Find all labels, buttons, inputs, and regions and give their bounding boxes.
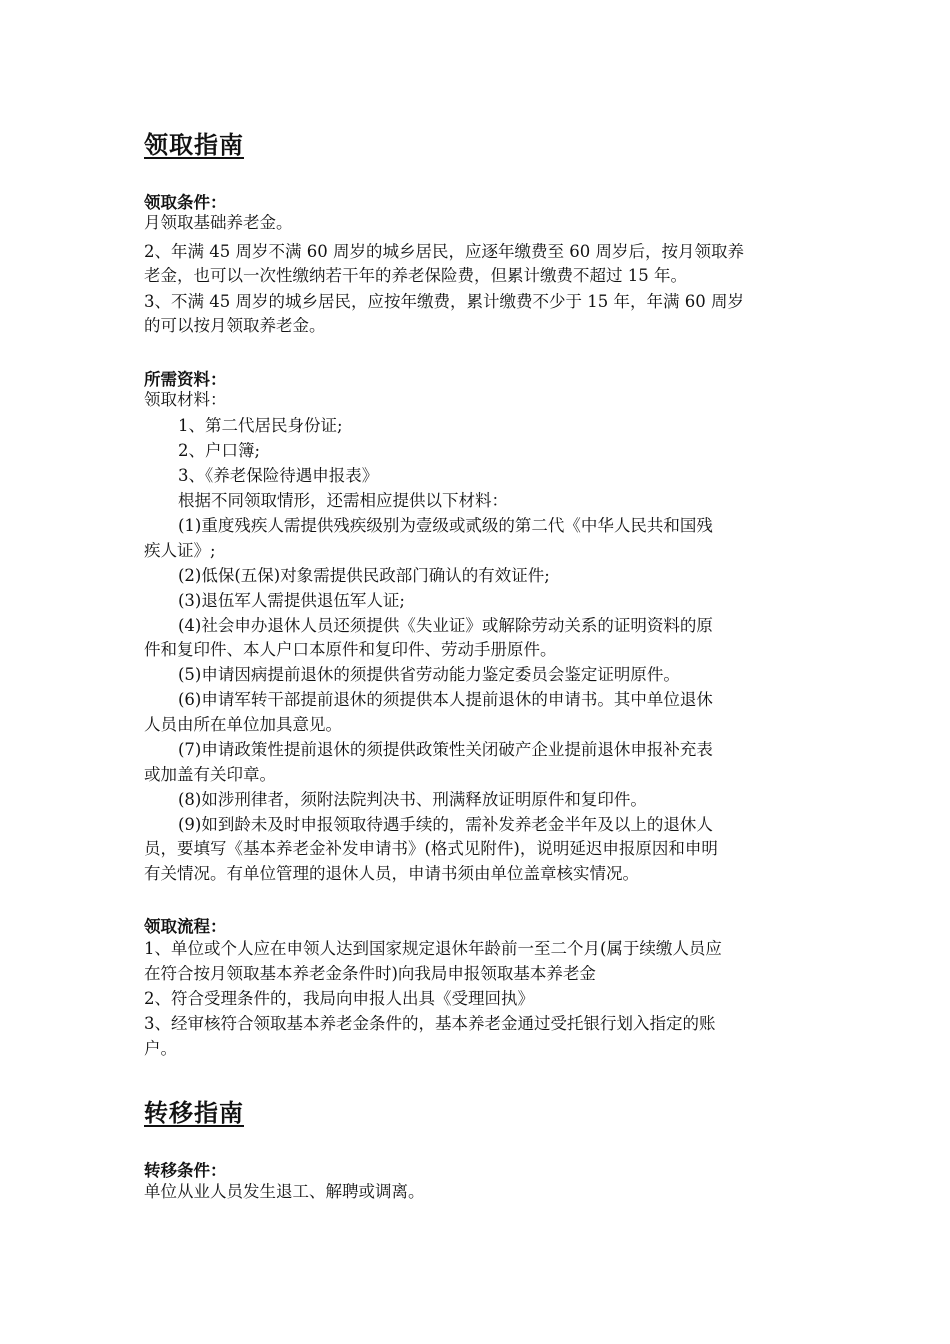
materials-line: 员，要填写《基本养老金补发申请书》(格式见附件)，说明延迟申报原因和申明 — [144, 839, 718, 858]
materials-line: 根据不同领取情形，还需相应提供以下材料： — [178, 491, 508, 510]
materials-line: (2)低保(五保)对象需提供民政部门确认的有效证件; — [178, 566, 550, 585]
process-line: 1、单位或个人应在申领人达到国家规定退休年龄前一至二个月(属于续缴人员应 — [144, 939, 722, 958]
materials-line: (6)申请军转干部提前退休的须提供本人提前退休的申请书。其中单位退休 — [178, 690, 713, 709]
claim-conditions-heading: 领取条件： — [144, 193, 227, 212]
claim-conditions-line: 的可以按月领取养老金。 — [144, 316, 326, 335]
process-line: 3、经审核符合领取基本养老金条件的，基本养老金通过受托银行划入指定的账 — [144, 1014, 716, 1033]
claim-conditions-line: 月领取基础养老金。 — [144, 213, 293, 232]
claim-process-heading: 领取流程： — [144, 917, 227, 936]
claim-conditions-line: 2、年满 45 周岁不满 60 周岁的城乡居民，应逐年缴费至 60 周岁后，按月领取养 — [144, 242, 744, 261]
materials-line: 人员由所在单位加具意见。 — [144, 715, 342, 734]
materials-line: 领取材料： — [144, 390, 227, 409]
materials-line: 3、《养老保险待遇申报表》 — [178, 466, 379, 485]
materials-line: (1)重度残疾人需提供残疾级别为壹级或贰级的第二代《中华人民共和国残 — [178, 516, 713, 535]
transfer-conditions-heading: 转移条件： — [144, 1161, 227, 1180]
process-line: 在符合按月领取基本养老金条件时)向我局申报领取基本养老金 — [144, 964, 596, 983]
materials-line: (9)如到龄未及时申报领取待遇手续的，需补发养老金半年及以上的退休人 — [178, 815, 713, 834]
materials-line: (8)如涉刑律者，须附法院判决书、刑满释放证明原件和复印件。 — [178, 790, 647, 809]
materials-line: (7)申请政策性提前退休的须提供政策性关闭破产企业提前退休申报补充表 — [178, 740, 713, 759]
materials-line: 2、户口簿; — [178, 441, 261, 460]
required-materials-heading: 所需资料： — [144, 370, 227, 389]
materials-line: 有关情况。有单位管理的退休人员，申请书须由单位盖章核实情况。 — [144, 864, 639, 883]
section-title-transfer-guide: 转移指南 — [144, 1098, 244, 1127]
materials-line: 1、第二代居民身份证; — [178, 416, 343, 435]
materials-line: (5)申请因病提前退休的须提供省劳动能力鉴定委员会鉴定证明原件。 — [178, 665, 680, 684]
process-line: 2、符合受理条件的，我局向申报人出具《受理回执》 — [144, 989, 534, 1008]
transfer-conditions-line: 单位从业人员发生退工、解聘或调离。 — [144, 1182, 425, 1201]
section-title-claim-guide: 领取指南 — [144, 130, 244, 159]
claim-conditions-line: 老金，也可以一次性缴纳若干年的养老保险费，但累计缴费不超过 15 年。 — [144, 266, 687, 285]
claim-conditions-line: 3、不满 45 周岁的城乡居民，应按年缴费，累计缴费不少于 15 年，年满 60 周岁 — [144, 292, 744, 311]
materials-line: 疾人证》; — [144, 541, 216, 560]
materials-line: 或加盖有关印章。 — [144, 765, 276, 784]
materials-line: (3)退伍军人需提供退伍军人证; — [178, 591, 405, 610]
materials-line: 件和复印件、本人户口本原件和复印件、劳动手册原件。 — [144, 640, 557, 659]
materials-line: (4)社会申办退休人员还须提供《失业证》或解除劳动关系的证明资料的原 — [178, 616, 713, 635]
process-line: 户。 — [144, 1039, 177, 1058]
